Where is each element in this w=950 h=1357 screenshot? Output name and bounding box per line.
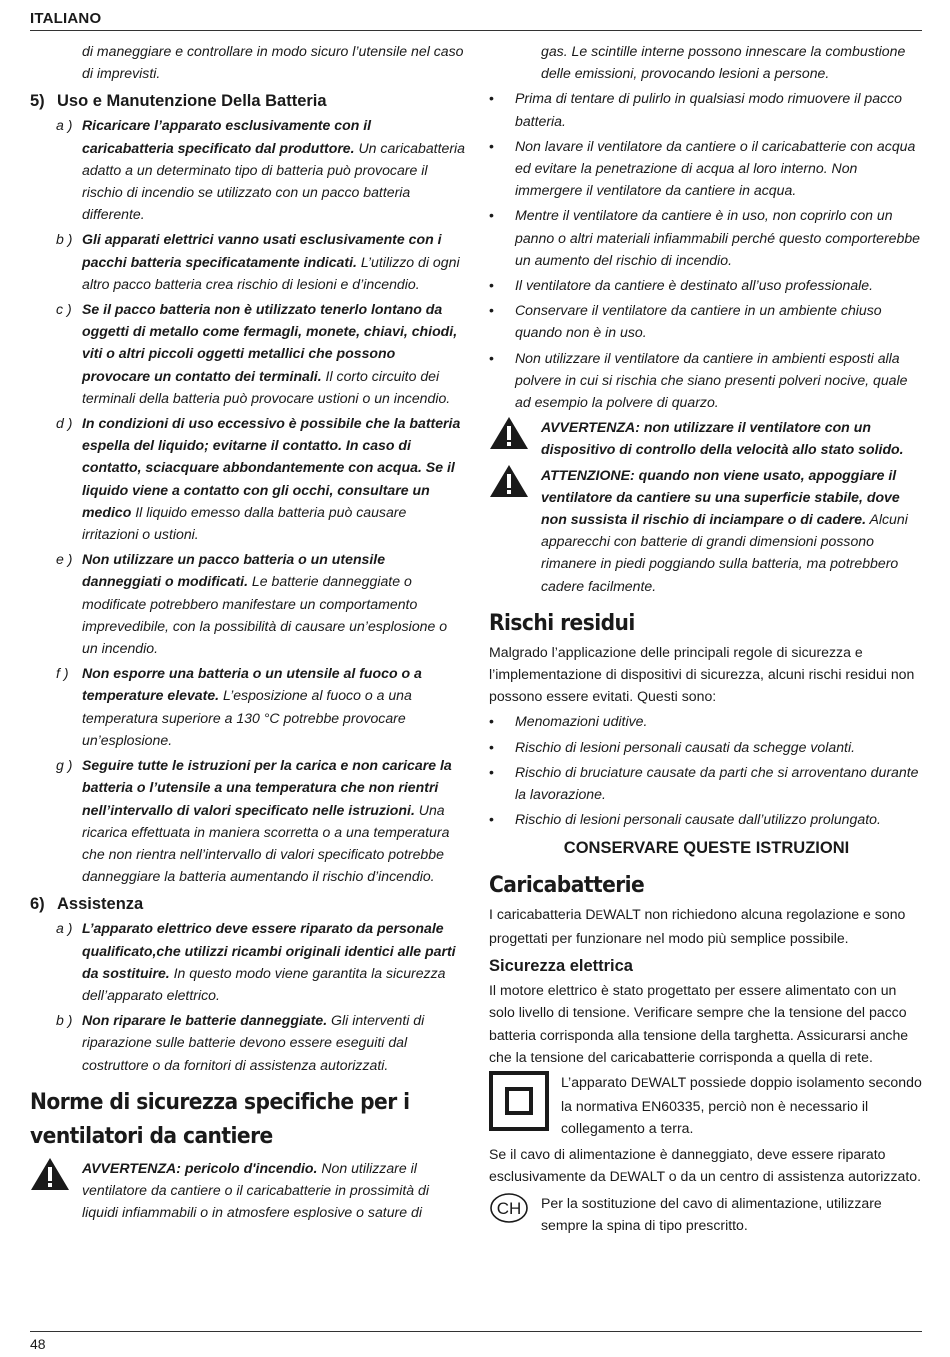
left-column: [30, 40, 465, 1226]
list-item: g ) Seguire tutte le istruzioni per la carica e non caricare la batteria o l’utensile a una temperatura che non rientri nell’intervallo di valori specificato nelle istruzioni. Una ricarica effettuata in maniera scorretta o a una temperatura che non rientra nell’intervallo di valori specificato potrebbe danneggiare la batteria aumentando il rischio d’incendio.: [56, 757, 452, 885]
section-title: Uso e Manutenzione Della Batteria: [57, 92, 327, 111]
section-number: 5): [30, 92, 45, 111]
footer-divider: [30, 1331, 922, 1332]
stability-caution: ATTENZIONE: quando non viene usato, appoggiare il ventilatore da cantiere su una superficie stabile, dove non sussista il rischio di inciampare o di cadere. Alcuni apparecchi con batterie di grandi dimensioni possono rimanere in piedi poggiando sulla batteria, ma potrebbero cadere facilmente.: [489, 464, 924, 597]
section-6-heading: [30, 893, 465, 915]
section-5-heading: [30, 90, 465, 112]
section-5-items: [30, 114, 465, 887]
ch-plug-note: CH Per la sostituzione del cavo di alimentazione, utilizzare sempre la spina di tipo prescritto.: [489, 1192, 924, 1236]
caricabatterie-heading: Caricabatterie: [489, 872, 645, 898]
warning-triangle-icon: [489, 464, 541, 597]
rischi-list: [489, 710, 924, 830]
language-header: ITALIANO: [30, 10, 102, 27]
list-item: • Rischio di lesioni personali causate dall’utilizzo prolungato.: [489, 811, 881, 828]
header-divider: [30, 30, 922, 31]
sicurezza-heading: Sicurezza elettrica: [489, 957, 633, 976]
list-item: d ) In condizioni di uso eccessivo è possibile che la batteria espella del liquido; evitarne il contatto. In caso di contatto, sciacquare abbondantemente con acqua. Se il liquido viene a contatto con gli occhi, consultare un medico Il liquido emesso dalla batteria può causare irritazioni o ustioni.: [56, 415, 461, 543]
list-item: • Il ventilatore da cantiere è destinato all’uso professionale.: [489, 277, 874, 294]
norme-heading-line1: Norme di sicurezza specifiche per i: [30, 1089, 410, 1115]
sicurezza-text: Il motore elettrico è stato progettato per essere alimentato con un solo livello di tensione. Verificare sempre che la tensione del pacco batteria corrisponda alla tensione della targhetta. Assicurarsi anche che la tensione del caricabatterie corrisponda a quella di rete.: [489, 982, 909, 1065]
list-item: • Conservare il ventilatore da cantiere in un ambiente chiuso quando non è in uso.: [489, 302, 882, 341]
ch-plug-icon: [489, 1192, 541, 1236]
section-6-items: [30, 917, 465, 1075]
list-item: b ) Non riparare le batterie danneggiate. Gli interventi di riparazione sulle batterie devono essere eseguiti dal costruttore o da fornitori di assistenza autorizzati.: [56, 1012, 425, 1073]
fan-safety-list: [489, 87, 924, 413]
double-insulation-icon: [489, 1071, 561, 1140]
list-item: a ) L’apparato elettrico deve essere riparato da personale qualificato,che utilizzi ricambi originali identici alle parti da sostituire. In questo modo viene garantita la sicurezza dell’apparato elettrico.: [56, 920, 456, 1003]
list-item: f ) Non esporre una batteria o un utensile al fuoco o a temperature elevate. L’esposizione al fuoco o a una temperatura superiore a 130 °C potrebbe provocare un’esplosione.: [56, 665, 422, 748]
list-item: • Rischio di lesioni personali causati da schegge volanti.: [489, 738, 856, 755]
double-insulation-note: L’apparato DEWALT possiede doppio isolamento secondo la normativa EN60335, perciò non è necessario il collegamento a terra.: [489, 1071, 924, 1140]
page-number: 48: [30, 1336, 46, 1352]
list-item: c ) Se il pacco batteria non è utilizzato tenerlo lontano da oggetti di metallo come fermagli, monete, chiavi, chiodi, viti o altri piccoli oggetti metallici che possono provocare un contatto dei terminali. Il corto circuito dei terminali della batteria può provocare ustioni o un incendio.: [56, 301, 458, 406]
fire-warning: AVVERTENZA: pericolo d'incendio. Non utilizzare il ventilatore da cantiere o il caricabatterie in prossimità di liquidi infiammabili o in atmosfere esplosive o sature di: [30, 1157, 465, 1224]
cable-repair-text: Se il cavo di alimentazione è danneggiato, deve essere riparato esclusivamente da DEWALT o da un centro di assistenza autorizzato.: [489, 1145, 922, 1184]
section-number: 6): [30, 895, 45, 914]
caricabatterie-text: I caricabatteria DEWALT non richiedono alcuna regolazione e sono progettati per funzionare nel modo più semplice possibile.: [489, 905, 906, 946]
continued-text: gas. Le scintille interne possono innescare la combustione delle emissioni, provocando lesioni a persone.: [541, 43, 906, 82]
rischi-heading: Rischi residui: [489, 610, 635, 636]
continued-text: di maneggiare e controllare in modo sicuro l’utensile nel caso di imprevisti.: [82, 43, 464, 82]
right-column: [489, 40, 924, 1239]
list-item: b ) Gli apparati elettrici vanno usati esclusivamente con i pacchi batteria specificatamente indicati. L’utilizzo di ogni altro pacco batteria crea rischio di lesioni e d’incendio.: [56, 231, 460, 292]
warning-triangle-icon: [30, 1157, 82, 1224]
rischi-intro: Malgrado l’applicazione delle principali regole di sicurezza e l’implementazione di dispositivi di sicurezza, alcuni rischi residui non possono essere evitati. Questi sono:: [489, 643, 915, 705]
ch-plug-label: CH: [496, 1198, 522, 1218]
list-item: • Non utilizzare il ventilatore da cantiere in ambienti esposti alla polvere in cui si rischia che siano presenti polveri nocive, quale ad esempio la polvere di quarzo.: [489, 349, 908, 411]
list-item: e ) Non utilizzare un pacco batteria o un utensile danneggiati o modificati. Le batterie danneggiate o modificate potrebbero manifestare un comportamento imprevedibile, con la possibilità di causare un’esplosione o un incendio.: [56, 551, 448, 657]
list-item: • Rischio di bruciature causate da parti che si arroventano durante la lavorazione.: [489, 763, 919, 803]
warning-triangle-icon: [489, 416, 541, 460]
list-item: • Mentre il ventilatore da cantiere è in uso, non coprirlo con un panno o altri materiali infiammabili perché questo comporterebbe un aumento del rischio di incendio.: [489, 207, 921, 268]
list-item: • Non lavare il ventilatore da cantiere o il caricabatterie con acqua ed evitare la penetrazione di acqua al loro interno. Non immergere il ventilatore da cantiere in acqua.: [489, 137, 916, 199]
conservare-heading: CONSERVARE QUESTE ISTRUZIONI: [563, 838, 850, 857]
list-item: a ) Ricaricare l’apparato esclusivamente con il caricabatteria specificato dal produttore. Un caricabatteria adatto a un determinato tipo di batteria può provocare il rischio di incendio se utilizzato con un pacco batteria differente.: [56, 117, 466, 223]
list-item: • Prima di tentare di pulirlo in qualsiasi modo rimuovere il pacco batteria.: [489, 90, 902, 129]
list-item: • Menomazioni uditive.: [489, 713, 648, 730]
speed-control-warning: AVVERTENZA: non utilizzare il ventilatore con un dispositivo di controllo della velocità allo stato solido.: [489, 416, 924, 460]
norme-heading-line2: ventilatori da cantiere: [30, 1123, 273, 1149]
section-title: Assistenza: [57, 895, 144, 914]
